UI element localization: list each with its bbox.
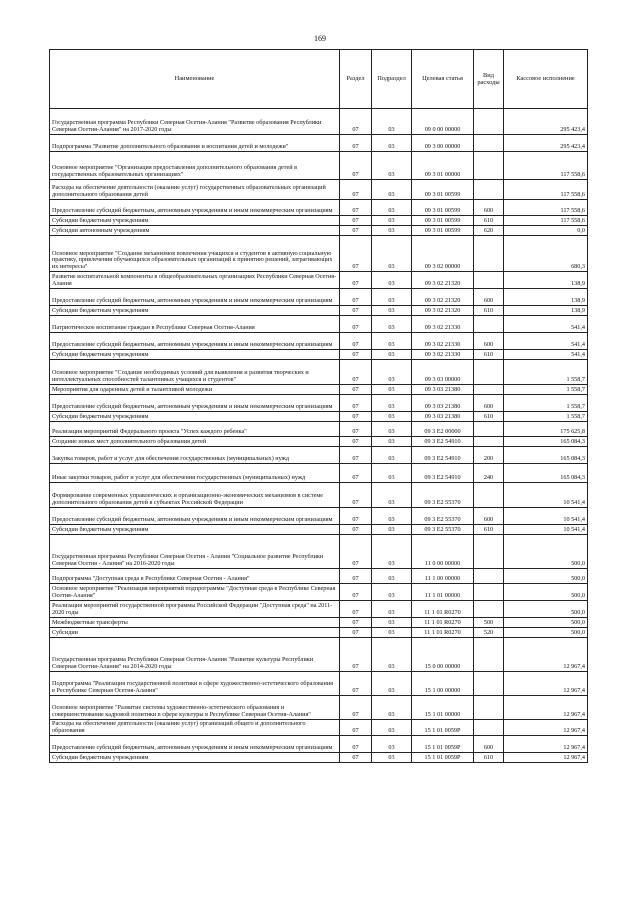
row-section: 07 (340, 289, 372, 306)
row-amount: 295 423,4 (504, 109, 588, 135)
row-name: Предоставление субсидий бюджетным, автономным учреждениям и иным некоммерческим организациям (50, 508, 340, 525)
row-amount: 165 084,3 (504, 447, 588, 464)
row-name: Основное мероприятие "Создание необходимых условий для выявления и развития творческих и интеллектуальных способностей талантливых учащихся и студентов" (50, 360, 340, 385)
row-subsection: 03 (372, 135, 412, 152)
row-target-article: 09 3 02 21320 (412, 272, 474, 289)
table-row (50, 350, 588, 360)
row-amount: 1 558,7 (504, 360, 588, 385)
row-amount: 12 967,4 (504, 753, 588, 763)
row-name: Предоставление субсидий бюджетным, автономным учреждениям и иным некоммерческим организациям (50, 289, 340, 306)
row-subsection: 03 (372, 584, 412, 601)
table-row (50, 226, 588, 236)
table-row (50, 720, 588, 736)
row-amount: 500,0 (504, 535, 588, 569)
row-expense-type: 600 (474, 200, 504, 216)
row-subsection: 03 (372, 753, 412, 763)
row-name: Закупка товаров, работ и услуг для обеспечения государственных (муниципальных) нужд (50, 447, 340, 464)
budget-table (49, 49, 588, 763)
row-expense-type: 620 (474, 226, 504, 236)
row-expense-type (474, 272, 504, 289)
row-expense-type: 600 (474, 289, 504, 306)
row-target-article: 09 3 01 00599 (412, 180, 474, 200)
row-target-article: 09 3 E2 54910 (412, 464, 474, 483)
row-expense-type (474, 422, 504, 437)
row-section: 07 (340, 272, 372, 289)
row-subsection: 03 (372, 696, 412, 720)
row-amount: 10 541,4 (504, 483, 588, 508)
table-row (50, 601, 588, 618)
row-section: 07 (340, 316, 372, 333)
row-section: 07 (340, 216, 372, 226)
table-row (50, 272, 588, 289)
row-amount: 10 541,4 (504, 508, 588, 525)
row-amount: 500,0 (504, 618, 588, 628)
table-row (50, 216, 588, 226)
row-name: Формирование современных управленческих и организационно-экономических механизмов в системе дополнительного образования детей в субъектах Российской Федерации (50, 483, 340, 508)
row-expense-type (474, 638, 504, 672)
row-subsection: 03 (372, 200, 412, 216)
row-expense-type: 610 (474, 306, 504, 316)
row-subsection: 03 (372, 618, 412, 628)
row-section: 07 (340, 360, 372, 385)
row-expense-type (474, 236, 504, 272)
row-amount: 680,3 (504, 236, 588, 272)
row-expense-type (474, 584, 504, 601)
row-subsection: 03 (372, 601, 412, 618)
row-subsection: 03 (372, 736, 412, 753)
header-expense-type: Вид расходы (474, 50, 504, 109)
table-row (50, 200, 588, 216)
row-section: 07 (340, 483, 372, 508)
row-target-article: 15 1 01 00000 (412, 696, 474, 720)
row-expense-type: 600 (474, 736, 504, 753)
row-expense-type (474, 569, 504, 584)
row-section: 07 (340, 569, 372, 584)
row-expense-type: 600 (474, 395, 504, 412)
row-expense-type (474, 360, 504, 385)
table-row (50, 109, 588, 135)
row-target-article: 11 1 01 R0270 (412, 618, 474, 628)
row-section: 07 (340, 152, 372, 180)
table-row (50, 618, 588, 628)
header-section: Раздел (340, 50, 372, 109)
row-section: 07 (340, 601, 372, 618)
table-row (50, 569, 588, 584)
row-section: 07 (340, 672, 372, 696)
row-target-article: 09 3 02 21330 (412, 333, 474, 350)
row-section: 07 (340, 306, 372, 316)
row-subsection: 03 (372, 525, 412, 535)
row-amount: 541,4 (504, 316, 588, 333)
row-amount: 295 423,4 (504, 135, 588, 152)
table-row (50, 584, 588, 601)
row-expense-type (474, 672, 504, 696)
row-section: 07 (340, 135, 372, 152)
table-row (50, 736, 588, 753)
table-row (50, 535, 588, 569)
row-target-article: 09 3 02 00000 (412, 236, 474, 272)
row-amount: 12 967,4 (504, 736, 588, 753)
row-amount: 12 967,4 (504, 638, 588, 672)
row-name: Расходы на обеспечение деятельности (оказание услуг) государственных образовательных организаций дополнительного образования детей (50, 180, 340, 200)
row-name: Субсидии бюджетным учреждениям (50, 753, 340, 763)
row-subsection: 03 (372, 360, 412, 385)
row-name: Государственная программа Республики Северная Осетия-Алания "Развитие культуры Республики Северная Осетия-Алания" на 2014-2020 годы (50, 638, 340, 672)
row-target-article: 09 3 E2 54910 (412, 437, 474, 447)
row-section: 07 (340, 696, 372, 720)
row-name: Мероприятия для одаренных детей и талантливой молодежи (50, 385, 340, 395)
row-section: 07 (340, 395, 372, 412)
table-row (50, 412, 588, 422)
row-amount: 1 558,7 (504, 412, 588, 422)
row-section: 07 (340, 447, 372, 464)
row-amount: 1 558,7 (504, 395, 588, 412)
row-name: Основное мероприятие "Организация предоставления дополнительного образования детей в государственных образовательных организациях" (50, 152, 340, 180)
row-section: 07 (340, 200, 372, 216)
row-name: Реализация мероприятий Федерального проекта "Успех каждого ребенка" (50, 422, 340, 437)
row-amount: 541,4 (504, 350, 588, 360)
row-section: 07 (340, 508, 372, 525)
row-expense-type: 500 (474, 618, 504, 628)
table-row (50, 289, 588, 306)
table-row (50, 395, 588, 412)
table-row (50, 422, 588, 437)
row-section: 07 (340, 535, 372, 569)
row-expense-type: 610 (474, 350, 504, 360)
row-amount: 117 558,6 (504, 152, 588, 180)
row-name: Предоставление субсидий бюджетным, автономным учреждениям и иным некоммерческим организациям (50, 736, 340, 753)
table-row (50, 483, 588, 508)
row-expense-type (474, 696, 504, 720)
row-target-article: 09 3 03 00000 (412, 360, 474, 385)
table-row (50, 464, 588, 483)
table-row (50, 152, 588, 180)
header-cash-execution: Кассовое исполнение (504, 50, 588, 109)
row-target-article: 09 3 03 21380 (412, 412, 474, 422)
row-section: 07 (340, 422, 372, 437)
table-row (50, 360, 588, 385)
table-row (50, 333, 588, 350)
table-row (50, 447, 588, 464)
row-expense-type (474, 109, 504, 135)
table-row (50, 672, 588, 696)
row-expense-type (474, 437, 504, 447)
row-subsection: 03 (372, 350, 412, 360)
table-row (50, 385, 588, 395)
row-target-article: 09 3 02 21320 (412, 289, 474, 306)
row-section: 07 (340, 226, 372, 236)
table-row (50, 508, 588, 525)
row-target-article: 11 1 01 00000 (412, 584, 474, 601)
row-subsection: 03 (372, 422, 412, 437)
row-subsection: 03 (372, 236, 412, 272)
table-row (50, 135, 588, 152)
page-number: 169 (314, 34, 326, 43)
row-subsection: 03 (372, 437, 412, 447)
row-subsection: 03 (372, 483, 412, 508)
row-expense-type (474, 483, 504, 508)
row-section: 07 (340, 584, 372, 601)
table-row (50, 180, 588, 200)
row-section: 07 (340, 628, 372, 638)
row-subsection: 03 (372, 464, 412, 483)
row-expense-type (474, 135, 504, 152)
row-name: Субсидии бюджетным учреждениям (50, 412, 340, 422)
header-target-article: Целевая статья (412, 50, 474, 109)
row-subsection: 03 (372, 289, 412, 306)
row-target-article: 09 3 01 00599 (412, 216, 474, 226)
row-subsection: 03 (372, 226, 412, 236)
row-name: Государственная программа Республики Северная Осетия-Алания "Развитие образования Республики Северная Осетия-Алания" на 2017-2020 годы (50, 109, 340, 135)
row-expense-type: 610 (474, 525, 504, 535)
table-row (50, 628, 588, 638)
row-subsection: 03 (372, 385, 412, 395)
row-section: 07 (340, 753, 372, 763)
row-target-article: 15 1 01 0059P (412, 753, 474, 763)
row-section: 07 (340, 720, 372, 736)
row-name: Подпрограмма "Доступная среда в Республике Северная Осетия - Алания" (50, 569, 340, 584)
table-row (50, 638, 588, 672)
row-section: 07 (340, 736, 372, 753)
row-subsection: 03 (372, 333, 412, 350)
row-target-article: 09 3 00 00000 (412, 135, 474, 152)
row-target-article: 11 0 00 00000 (412, 535, 474, 569)
row-section: 07 (340, 638, 372, 672)
row-amount: 117 558,6 (504, 180, 588, 200)
row-amount: 500,0 (504, 584, 588, 601)
row-target-article: 11 1 01 R0270 (412, 601, 474, 618)
row-amount: 500,0 (504, 569, 588, 584)
row-amount: 500,0 (504, 601, 588, 618)
row-amount: 500,0 (504, 628, 588, 638)
row-subsection: 03 (372, 216, 412, 226)
row-target-article: 09 3 02 21330 (412, 316, 474, 333)
table-row (50, 306, 588, 316)
row-name: Субсидии автономным учреждениям (50, 226, 340, 236)
row-section: 07 (340, 618, 372, 628)
row-subsection: 03 (372, 508, 412, 525)
row-expense-type (474, 152, 504, 180)
row-amount: 12 967,4 (504, 720, 588, 736)
row-subsection: 03 (372, 447, 412, 464)
row-subsection: 03 (372, 272, 412, 289)
row-section: 07 (340, 109, 372, 135)
row-expense-type (474, 180, 504, 200)
row-target-article: 11 1 00 00000 (412, 569, 474, 584)
row-name: Субсидии бюджетным учреждениям (50, 525, 340, 535)
row-target-article: 09 3 E2 55370 (412, 525, 474, 535)
row-subsection: 03 (372, 109, 412, 135)
row-expense-type (474, 385, 504, 395)
row-subsection: 03 (372, 180, 412, 200)
row-subsection: 03 (372, 535, 412, 569)
row-amount: 138,9 (504, 289, 588, 306)
row-expense-type (474, 720, 504, 736)
row-amount: 12 967,4 (504, 672, 588, 696)
row-target-article: 09 3 E2 55370 (412, 483, 474, 508)
row-amount: 117 558,6 (504, 200, 588, 216)
table-row (50, 437, 588, 447)
row-amount: 10 541,4 (504, 525, 588, 535)
row-name: Субсидии бюджетным учреждениям (50, 306, 340, 316)
row-amount: 165 084,3 (504, 437, 588, 447)
row-section: 07 (340, 525, 372, 535)
table-row (50, 753, 588, 763)
row-target-article: 09 3 E2 54910 (412, 447, 474, 464)
row-name: Основное мероприятие "Реализация мероприятий подпрограммы "Доступная среда в Республике Северная Осетия-Алания" (50, 584, 340, 601)
row-section: 07 (340, 412, 372, 422)
row-target-article: 11 1 01 R0270 (412, 628, 474, 638)
row-name: Реализация мероприятий государственной программы Российской Федерации "Доступная среда" на 2011-2020 годы (50, 601, 340, 618)
table-body (50, 109, 588, 763)
row-subsection: 03 (372, 638, 412, 672)
row-target-article: 09 3 E2 00000 (412, 422, 474, 437)
row-subsection: 03 (372, 152, 412, 180)
header-subsection: Подраздел (372, 50, 412, 109)
row-amount: 117 558,6 (504, 216, 588, 226)
row-target-article: 09 3 03 21380 (412, 395, 474, 412)
table-header-row (50, 50, 588, 109)
table-row (50, 236, 588, 272)
row-name: Иные закупки товаров, работ и услуг для обеспечения государственных (муниципальных) нужд (50, 464, 340, 483)
row-target-article: 15 1 01 0059P (412, 736, 474, 753)
row-section: 07 (340, 236, 372, 272)
row-name: Патриотическое воспитание граждан в Республике Северная Осетия-Алания (50, 316, 340, 333)
row-target-article: 15 0 00 00000 (412, 638, 474, 672)
row-name: Развитие воспитательной компоненты в общеобразовательных организациях Республики Северная Осетия-Алания (50, 272, 340, 289)
row-expense-type (474, 316, 504, 333)
row-expense-type: 240 (474, 464, 504, 483)
row-amount: 0,0 (504, 226, 588, 236)
row-subsection: 03 (372, 569, 412, 584)
row-expense-type (474, 601, 504, 618)
row-subsection: 03 (372, 628, 412, 638)
row-name: Субсидии бюджетным учреждениям (50, 350, 340, 360)
row-amount: 165 084,3 (504, 464, 588, 483)
row-target-article: 15 1 00 00000 (412, 672, 474, 696)
row-target-article: 09 3 01 00000 (412, 152, 474, 180)
row-subsection: 03 (372, 316, 412, 333)
row-section: 07 (340, 333, 372, 350)
row-target-article: 09 3 01 00599 (412, 200, 474, 216)
row-name: Субсидии бюджетным учреждениям (50, 216, 340, 226)
table-row (50, 525, 588, 535)
row-name: Подпрограмма "Реализация государственной политики в сфере художественно-эстетического образования в Республике Северная Осетия-Алания" (50, 672, 340, 696)
row-name: Межбюджетные трансферты (50, 618, 340, 628)
row-target-article: 09 3 E2 55370 (412, 508, 474, 525)
row-section: 07 (340, 350, 372, 360)
row-section: 07 (340, 180, 372, 200)
row-name: Основное мероприятие "Создание механизмов вовлечения учащихся и студентов в активную социальную практику, привлечения обучающихся образовательных организаций к принятию решений, затрагивающих их интересы" (50, 236, 340, 272)
row-name: Подпрограмма "Развитие дополнительного образования и воспитания детей и молодежи" (50, 135, 340, 152)
row-subsection: 03 (372, 672, 412, 696)
row-expense-type (474, 535, 504, 569)
row-expense-type: 610 (474, 412, 504, 422)
row-target-article: 09 3 02 21330 (412, 350, 474, 360)
row-expense-type: 520 (474, 628, 504, 638)
row-name: Расходы на обеспечение деятельности (оказание услуг) организаций общего и дополнительного образования (50, 720, 340, 736)
row-subsection: 03 (372, 306, 412, 316)
row-expense-type: 610 (474, 753, 504, 763)
row-expense-type: 600 (474, 333, 504, 350)
table-row (50, 316, 588, 333)
row-name: Предоставление субсидий бюджетным, автономным учреждениям и иным некоммерческим организациям (50, 333, 340, 350)
row-name: Субсидии (50, 628, 340, 638)
row-amount: 138,9 (504, 272, 588, 289)
row-subsection: 03 (372, 720, 412, 736)
row-amount: 541,4 (504, 333, 588, 350)
row-amount: 138,9 (504, 306, 588, 316)
row-section: 07 (340, 385, 372, 395)
row-target-article: 09 3 03 21380 (412, 385, 474, 395)
row-name: Предоставление субсидий бюджетным, автономным учреждениям и иным некоммерческим организациям (50, 200, 340, 216)
row-expense-type: 600 (474, 508, 504, 525)
row-expense-type: 200 (474, 447, 504, 464)
row-target-article: 09 3 01 00599 (412, 226, 474, 236)
row-subsection: 03 (372, 412, 412, 422)
row-subsection: 03 (372, 395, 412, 412)
row-name: Создание новых мест дополнительного образования детей (50, 437, 340, 447)
row-name: Предоставление субсидий бюджетным, автономным учреждениям и иным некоммерческим организациям (50, 395, 340, 412)
row-name: Основное мероприятие "Развитие системы художественно-эстетического образования и совершенствование кадровой политики в сфере культуры в Республике Северная Осетия-Алания" (50, 696, 340, 720)
row-amount: 1 558,7 (504, 385, 588, 395)
row-target-article: 09 0 00 00000 (412, 109, 474, 135)
row-amount: 175 625,8 (504, 422, 588, 437)
row-expense-type: 610 (474, 216, 504, 226)
row-target-article: 09 3 02 21320 (412, 306, 474, 316)
row-section: 07 (340, 437, 372, 447)
table-row (50, 696, 588, 720)
row-target-article: 15 1 01 0059P (412, 720, 474, 736)
row-name: Государственная программа Республики Северная Осетия - Алания "Социальное развитие Республики Северная Осетия - Алания" на 2016-2020 годы (50, 535, 340, 569)
row-amount: 12 967,4 (504, 696, 588, 720)
row-section: 07 (340, 464, 372, 483)
header-name: Наименование (50, 50, 340, 109)
